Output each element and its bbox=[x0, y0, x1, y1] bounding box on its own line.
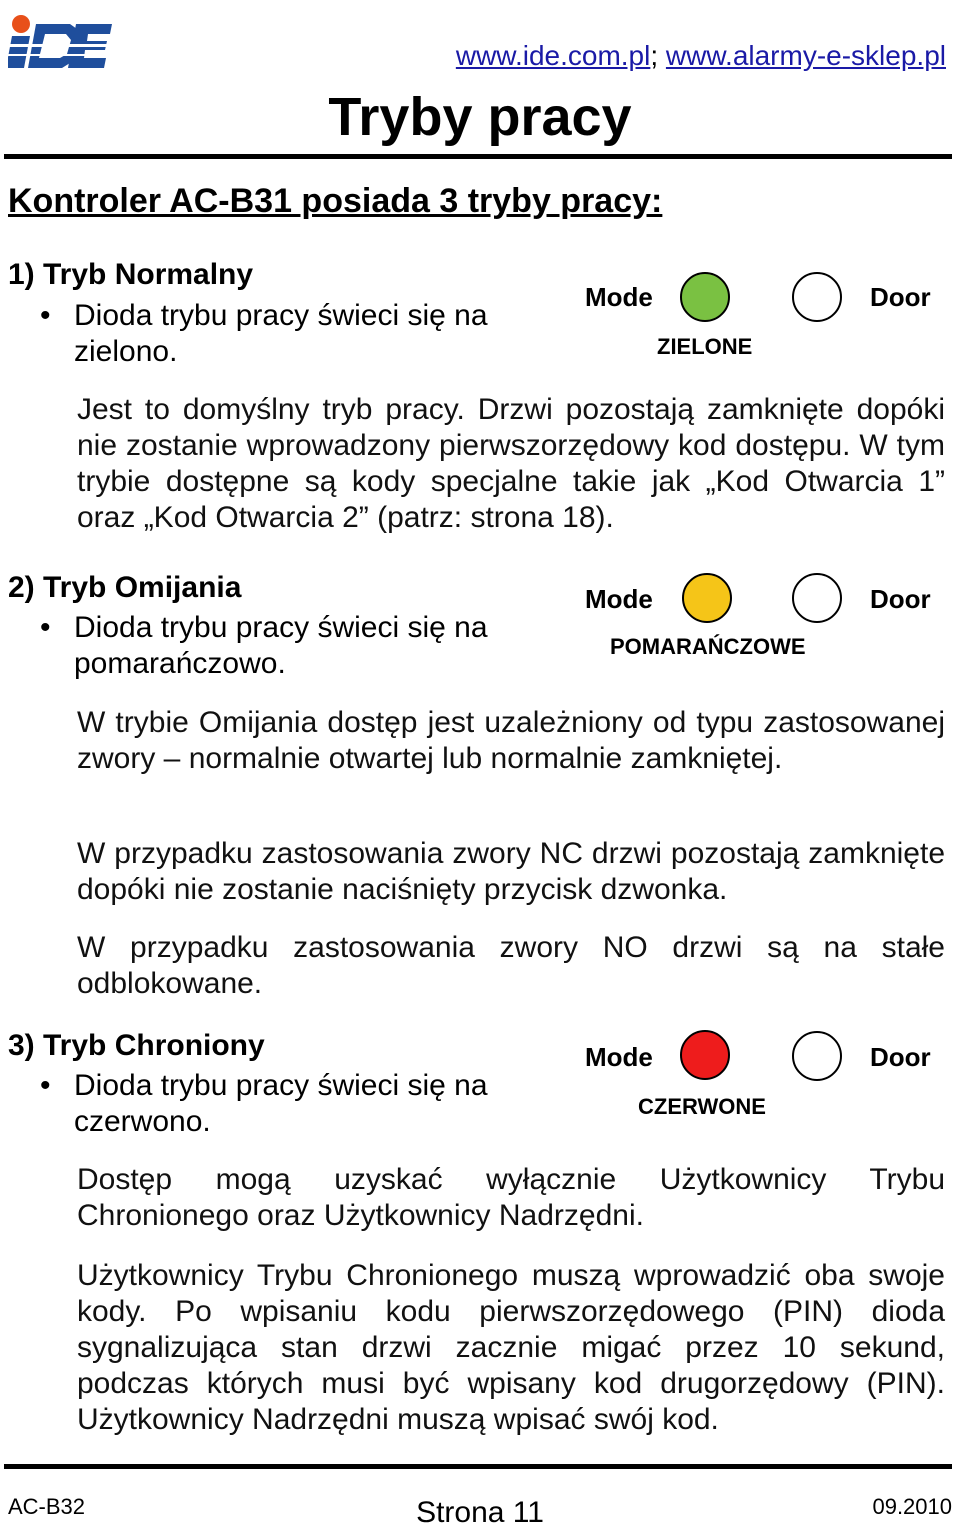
header-links bbox=[456, 40, 946, 72]
link-alarmy[interactable]: www.alarmy-e-sklep.pl bbox=[665, 40, 946, 71]
bullet-dot: • bbox=[40, 1069, 51, 1102]
mode-led-red bbox=[680, 1030, 730, 1080]
led-diagram-bypass bbox=[560, 570, 960, 670]
bullet-text: Dioda trybu pracy świeci się na zielono. bbox=[74, 299, 488, 368]
door-led-off bbox=[792, 1031, 842, 1081]
footer-date: 09.2010 bbox=[872, 1494, 952, 1519]
ide-logo bbox=[8, 14, 112, 70]
bullet-dot: • bbox=[40, 299, 51, 332]
bullet-bypass bbox=[40, 610, 514, 682]
footer-model: AC-B32 bbox=[8, 1494, 86, 1519]
page-title: Tryby pracy bbox=[328, 87, 632, 147]
paragraph-protected-1: Dostęp mogą uzyskać wyłącznie Użytkownicy Trybu Chronionego oraz Użytkownicy Nadrzędni. bbox=[77, 1163, 945, 1232]
paragraph-normal-1: Jest to domyślny tryb pracy. Drzwi pozostają zamknięte dopóki nie zostanie wprowadzony pierwszorzędowy kod dostępu. W tym trybie dostępne są kody specjalne takie jak „Kod Otwarcia 1” oraz „Kod Otwarcia 2” (patrz: strona 18). bbox=[77, 393, 945, 534]
bullet-text: Dioda trybu pracy świeci się na pomarańczowo. bbox=[74, 611, 488, 680]
bullet-dot: • bbox=[40, 611, 51, 644]
page-subtitle: Kontroler AC-B31 posiada 3 tryby pracy: bbox=[8, 182, 663, 220]
footer-page-number: Strona 11 bbox=[416, 1496, 544, 1529]
section-title-bypass: 2) Tryb Omijania bbox=[8, 571, 242, 604]
door-label: Door bbox=[870, 1042, 931, 1072]
door-label: Door bbox=[870, 584, 931, 614]
link-separator: ; bbox=[650, 40, 666, 71]
bullet-text: Dioda trybu pracy świeci się na czerwono. bbox=[74, 1069, 488, 1138]
section-title-protected: 3) Tryb Chroniony bbox=[8, 1029, 265, 1062]
section-title-normal: 1) Tryb Normalny bbox=[8, 258, 254, 291]
door-label: Door bbox=[870, 282, 931, 312]
led-color-label: POMARAŃCZOWE bbox=[610, 634, 806, 659]
door-led-off bbox=[792, 573, 842, 623]
mode-label: Mode bbox=[585, 584, 653, 614]
paragraph-bypass-1: W trybie Omijania dostęp jest uzależniony od typu zastosowanej zwory – normalnie otwartej lub normalnie zamkniętej. bbox=[77, 706, 945, 775]
mode-led-green bbox=[680, 272, 730, 322]
footer-rule bbox=[4, 1464, 952, 1469]
bullet-normal bbox=[40, 298, 514, 370]
paragraph-bypass-2: W przypadku zastosowania zwory NC drzwi pozostają zamknięte dopóki nie zostanie naciśnięty przycisk dzwonka. bbox=[77, 837, 945, 906]
mode-label: Mode bbox=[585, 282, 653, 312]
led-diagram-normal bbox=[560, 268, 960, 368]
paragraph-bypass-3: W przypadku zastosowania zwory NO drzwi są na stałe odblokowane. bbox=[77, 931, 945, 1000]
led-color-label: CZERWONE bbox=[638, 1094, 766, 1119]
mode-label: Mode bbox=[585, 1042, 653, 1072]
link-ide[interactable]: www.ide.com.pl bbox=[455, 40, 651, 71]
paragraph-protected-2: Użytkownicy Trybu Chronionego muszą wprowadzić oba swoje kody. Po wpisaniu kodu pierwszorzędowego (PIN) dioda sygnalizująca stan drzwi zacznie migać przez 10 sekund, podczas których musi być wpisany kod drugorzędowy (PIN). Użytkownicy Nadrzędni muszą wpisać swój kod. bbox=[77, 1259, 945, 1436]
bullet-protected bbox=[40, 1068, 514, 1140]
led-color-label: ZIELONE bbox=[657, 334, 753, 359]
led-diagram-protected bbox=[560, 1028, 960, 1128]
header-rule bbox=[4, 154, 952, 159]
mode-led-orange bbox=[682, 573, 732, 623]
door-led-off bbox=[792, 272, 842, 322]
